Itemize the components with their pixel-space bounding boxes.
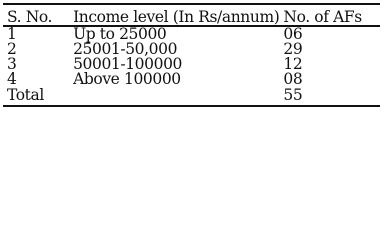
cell-income-level: 50001-100000 [73, 55, 182, 73]
cell-number-of-afs: 06 [283, 25, 303, 43]
cell-serial-number: 1 [7, 25, 17, 43]
total-value: 55 [279, 87, 380, 106]
total-label: Total [3, 87, 69, 106]
cell-number-of-afs: 12 [283, 55, 303, 73]
table-footer [3, 87, 380, 106]
header-serial-number: S. No. [3, 4, 69, 26]
total-row [3, 87, 380, 106]
cell-serial-number: 2 [7, 40, 17, 58]
cell-income-level: Up to 25000 [73, 25, 167, 43]
cell-number-of-afs: 08 [283, 70, 303, 88]
table-row [3, 42, 380, 57]
income-level-table [3, 3, 380, 107]
cell-income-level: 25001-50,000 [73, 40, 178, 58]
cell-serial-number: 3 [7, 55, 17, 73]
cell-income-level: Above 100000 [73, 70, 181, 88]
table-body [3, 26, 380, 87]
table-header [3, 4, 380, 26]
header-number-of-afs: No. of AFs [279, 4, 380, 26]
cell-number-of-afs: 29 [283, 40, 303, 58]
cell-serial-number: 4 [7, 70, 17, 88]
table-row [3, 26, 380, 42]
header-income-level: Income level (In Rs/annum) [69, 4, 279, 26]
table-row [3, 72, 380, 87]
table-row [3, 57, 380, 72]
total-spacer [69, 87, 279, 106]
header-row [3, 4, 380, 26]
